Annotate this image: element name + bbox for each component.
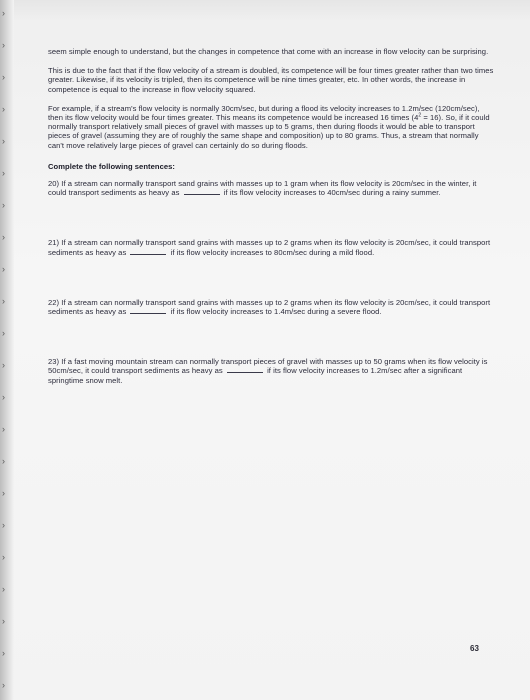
answer-blank[interactable] [130,248,166,255]
question-21 [48,238,496,256]
binder-mark: › [2,488,5,498]
binder-mark: › [2,200,5,210]
binder-mark: › [2,456,5,466]
binder-mark: › [2,8,5,18]
question-23 [48,357,496,385]
binder-mark: › [2,424,5,434]
binder-mark: › [2,232,5,242]
binder-mark: › [2,552,5,562]
binder-mark: › [2,264,5,274]
binder-mark: › [2,584,5,594]
top-shadow [14,0,530,20]
page-content [48,47,496,426]
answer-blank[interactable] [130,307,166,314]
binder-mark: › [2,520,5,530]
question-text-end: if its flow velocity increases to 80cm/sec during a mild flood. [170,247,375,257]
intro-paragraph: seem simple enough to understand, but the changes in competence that come with an increase in flow velocity can be surprising. [48,47,489,56]
binder-mark: › [2,136,5,146]
example-paragraph: For example, if a stream's flow velocity is normally 30cm/sec, but during a flood its velocity increases to 1.2m/sec (120cm/sec), then its flow velocity would be four times greater. This means its competence would be increased 16 times $(4^2 = 16)$. So, if it could normally transport relatively small pieces of gravel with masses up to 5 grams, then during floods it would be able to transport pieces of gravel (assuming they are of roughly the same shape and composition) up to 80 grams. Thus, a stream that normally can't move relatively large pieces of gravel can certainly do so during floods. [48,103,490,150]
section-heading: Complete the following sentences: [48,161,175,171]
question-text-end: if its flow velocity increases to 1.4m/sec during a severe flood. [170,307,382,317]
question-text: 22) If a stream can normally transport sand grains with masses up to 2 grams when its flow velocity is 20cm/sec, it could transport sediments as heavy as [48,297,491,317]
binder-mark: › [2,296,5,306]
answer-blank[interactable] [227,366,263,373]
binder-mark: › [2,168,5,178]
question-text: 21) If a stream can normally transport sand grains with masses up to 2 grams when its flow velocity is 20cm/sec, it could transport sediments as heavy as [48,238,491,257]
question-text-end: if its flow velocity increases to 40cm/sec during a rainy summer. [223,188,441,198]
question-22 [48,298,496,316]
question-20 [48,179,496,197]
document-page [14,0,530,700]
binder-mark: › [2,360,5,370]
question-text: 20) If a stream can normally transport sand grains with masses up to 1 gram when its flow velocity is 20cm/sec in the winter, it could transport sediments as heavy as [48,179,477,198]
binder-mark: › [2,104,5,114]
explanation-paragraph: This is due to the fact that if the flow velocity of a stream is doubled, its competence will be four times greater rather than two times greater. Likewise, if its velocity is tripled, then its competence will be nine times greater, etc. In other words, the increase in competence is equal to the increase in flow velocity squared. [48,66,494,94]
binder-mark: › [2,40,5,50]
binder-mark: › [2,392,5,402]
binder-mark: › [2,328,5,338]
binder-mark: › [2,616,5,626]
binder-mark: › [2,680,5,690]
question-text-end: if its flow velocity increases to 1.2m/sec after a significant springtime snow melt. [48,366,463,385]
answer-blank[interactable] [184,188,220,195]
binder-mark: › [2,72,5,82]
question-text: 23) If a fast moving mountain stream can normally transport pieces of gravel with masses up to 50 grams when its flow velocity is 50cm/sec, it could transport sediments as heavy as [48,357,488,376]
binder-mark: › [2,648,5,658]
page-number: 63 [470,644,479,653]
